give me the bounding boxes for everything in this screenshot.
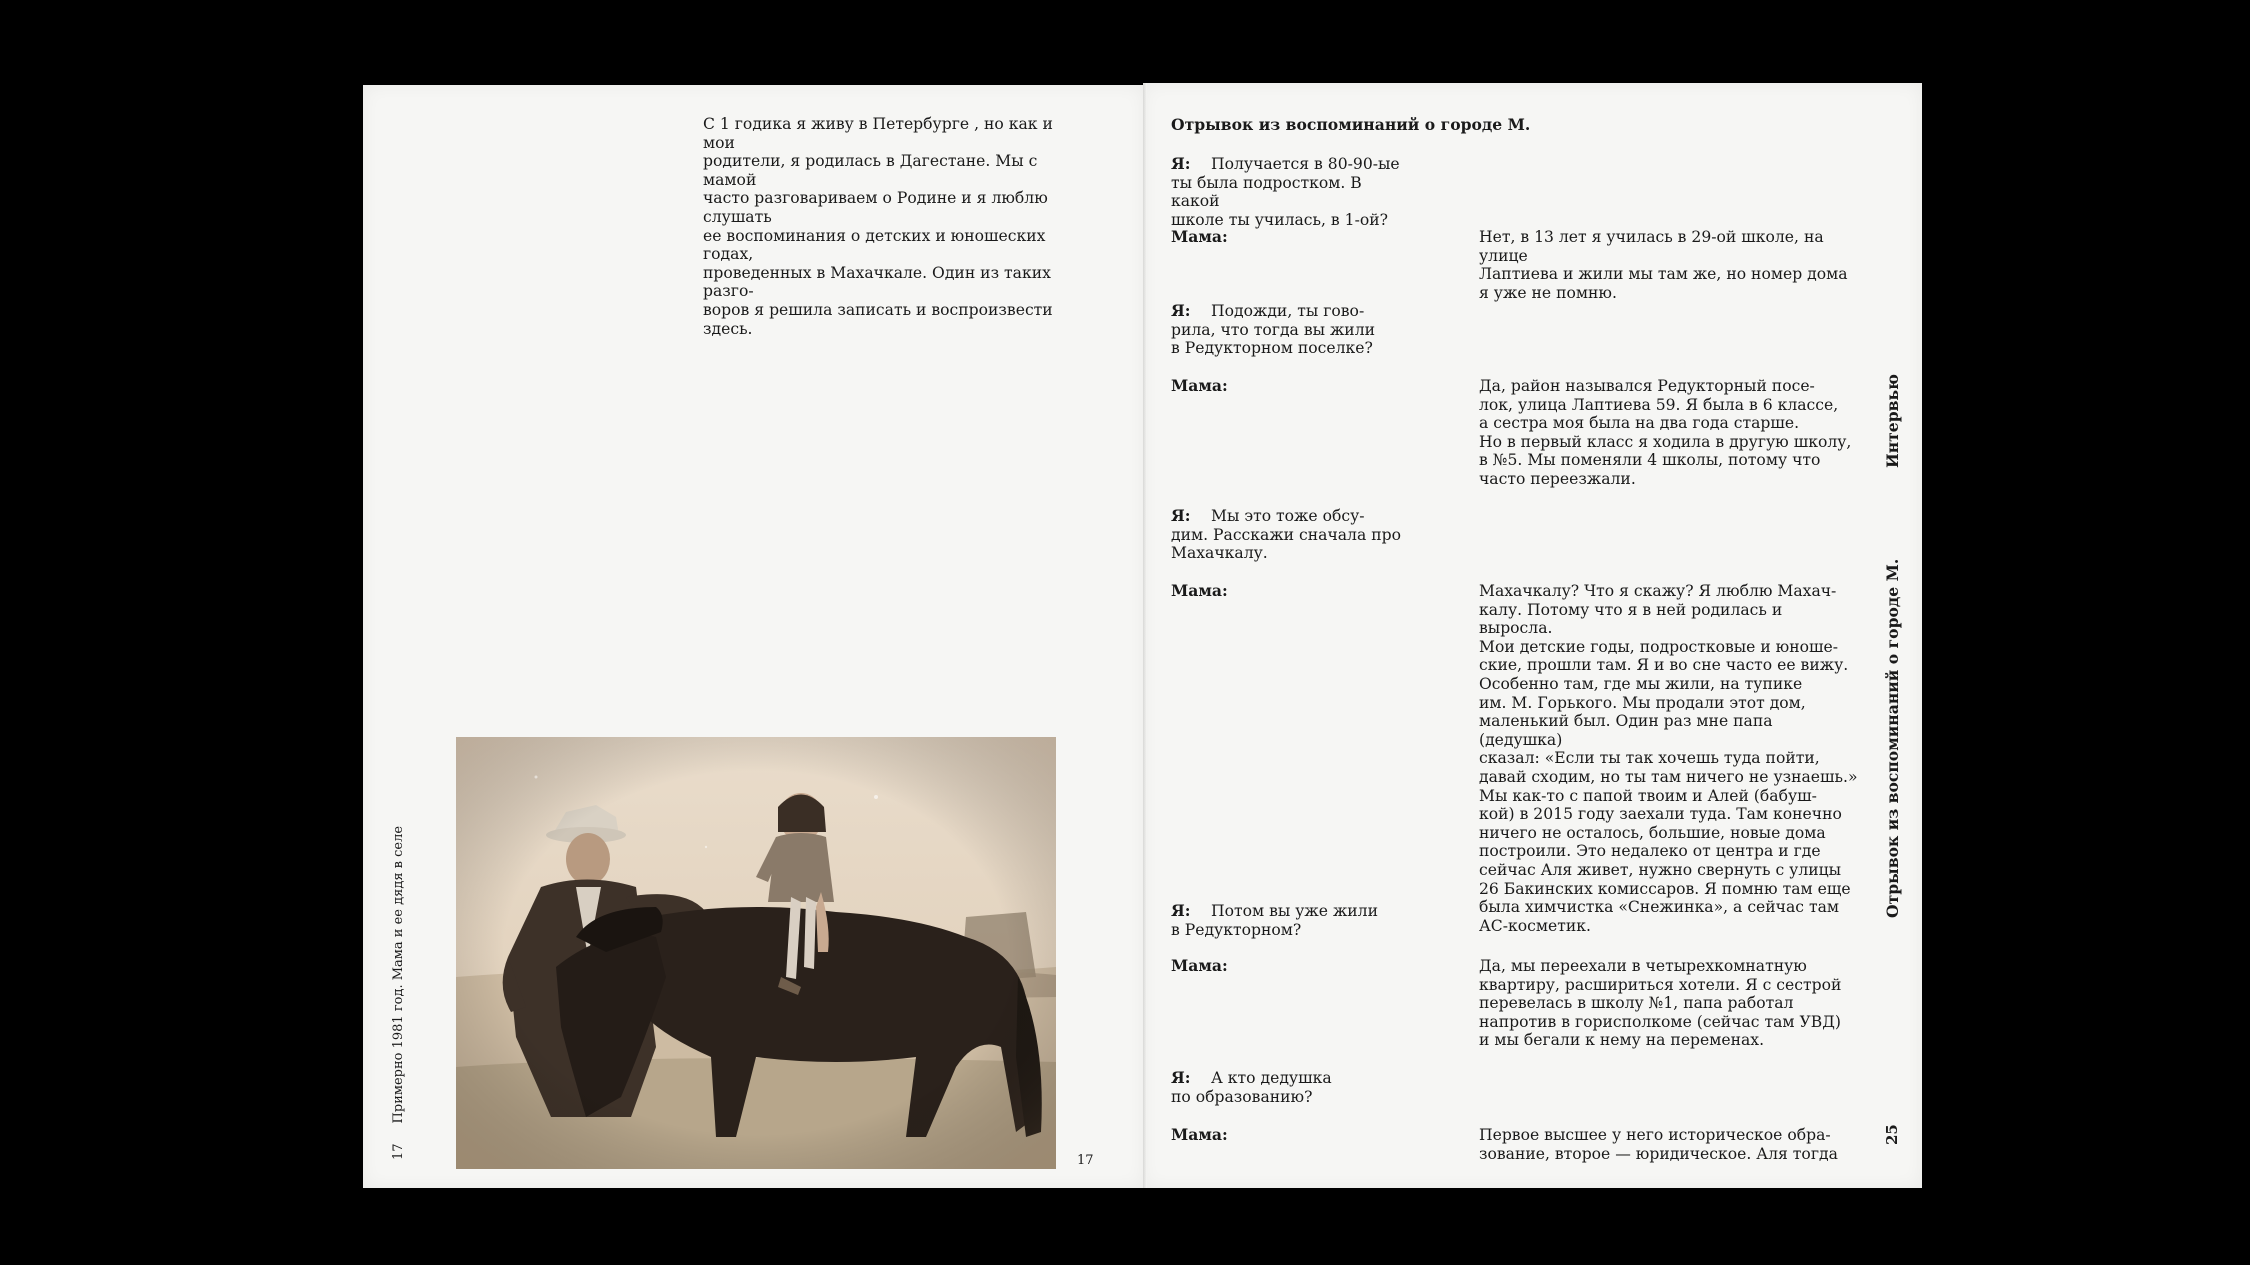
question-line: в Редукторном?: [1171, 920, 1302, 939]
answer-line: и мы бегали к нему на переменах.: [1479, 1031, 1765, 1050]
answer-line: сказал: «Если ты так хочешь туда пойти,: [1479, 749, 1820, 768]
caption-text: Примерно 1981 год. Мама и ее дядя в селе: [391, 825, 406, 1124]
question-block: [1171, 507, 1411, 563]
answer-line: калу. Потому что я в ней родилась и выросла.: [1479, 600, 1783, 638]
question-block: [1171, 902, 1411, 939]
answer-line: сейчас Аля живет, нужно свернуть с улицы: [1479, 860, 1842, 879]
answer-line: давай сходим, но ты там ничего не узнаешь.»: [1479, 767, 1858, 786]
answer-block: [1479, 582, 1859, 935]
answer-line: ские, прошли там. Я и во сне часто ее вижу.: [1479, 656, 1849, 675]
question-block: [1171, 1069, 1411, 1106]
section-title: Отрывок из воспоминаний о городе М.: [1171, 115, 1531, 134]
question-line: Мы это тоже обсу-: [1211, 507, 1365, 525]
question-line: рила, что тогда вы жили: [1171, 320, 1375, 339]
page-number-right: 25: [1883, 1124, 1901, 1145]
answer-line: Да, район назывался Редукторный посе-: [1479, 377, 1815, 395]
question-line: ты была подростком. В какой: [1171, 173, 1362, 211]
answer-line: я уже не помню.: [1479, 283, 1617, 302]
right-page: [1143, 83, 1922, 1188]
answer-line: им. М. Горького. Мы продали этот дом,: [1479, 693, 1806, 712]
intro-line: ее воспоминания о детских и юношеских годах,: [703, 226, 1046, 264]
question-line: школе ты училась, в 1-ой?: [1171, 210, 1389, 229]
question-line: дим. Расскажи сначала про: [1171, 525, 1401, 544]
question-block: [1171, 155, 1411, 229]
intro-line: воров я решила записать и воспроизвести здесь.: [703, 300, 1053, 338]
answer-line: Первое высшее у него историческое обра-: [1479, 1126, 1831, 1144]
speaker-mom: Мама:: [1171, 227, 1228, 246]
question-line: Подожди, ты гово-: [1211, 302, 1365, 320]
answer-line: лок, улица Лаптиева 59. Я была в 6 классе,: [1479, 395, 1839, 414]
spread-gutter: [1143, 83, 1147, 1188]
answer-line: построили. Это недалеко от центра и где: [1479, 842, 1821, 861]
speaker-me: Я:: [1171, 901, 1191, 920]
mom-label: [1171, 582, 1411, 601]
answer-line: Но в первый класс я ходила в другую школу,: [1479, 432, 1852, 451]
answer-line: зование, второе — юридическое. Аля тогда: [1479, 1144, 1838, 1163]
question-line: Махачкалу.: [1171, 544, 1268, 563]
question-line: А кто дедушка: [1211, 1069, 1332, 1087]
speaker-me: Я:: [1171, 301, 1191, 320]
intro-line: родители, я родилась в Дагестане. Мы с мамой: [703, 152, 1038, 189]
answer-block: [1479, 1126, 1859, 1163]
answer-line: ничего не осталось, большие, новые дома: [1479, 823, 1826, 842]
speaker-mom: Мама:: [1171, 1125, 1228, 1144]
vertical-section-label: Интервью: [1883, 373, 1902, 468]
intro-line: проведенных в Махачкале. Один из таких разго-: [703, 263, 1051, 301]
speaker-mom: Мама:: [1171, 376, 1228, 395]
answer-block: [1479, 377, 1859, 489]
answer-line: Лаптиева и жили мы там же, но номер дома: [1479, 265, 1848, 284]
answer-block: [1479, 957, 1859, 1050]
answer-line: маленький был. Один раз мне папа (дедушка): [1479, 712, 1773, 749]
speaker-me: Я:: [1171, 154, 1191, 173]
intro-line: С 1 годика я живу в Петербурге , но как и мои: [703, 115, 1053, 152]
question-block: [1171, 302, 1411, 358]
caption-number: 17: [391, 1143, 406, 1160]
speaker-me: Я:: [1171, 506, 1191, 525]
answer-line: Да, мы переехали в четырехкомнатную: [1479, 957, 1807, 975]
answer-line: Махачкалу? Что я скажу? Я люблю Махач-: [1479, 582, 1837, 600]
question-line: Получается в 80-90-ые: [1211, 155, 1400, 173]
question-line: Потом вы уже жили: [1211, 902, 1378, 920]
speaker-mom: Мама:: [1171, 581, 1228, 600]
page-number-left: 17: [1077, 1153, 1094, 1168]
vertical-article-title: Отрывок из воспоминаний о городе М.: [1883, 558, 1902, 918]
answer-line: напротив в горисполкоме (сейчас там УВД): [1479, 1012, 1841, 1031]
answer-line: АС-косметик.: [1479, 916, 1591, 935]
answer-line: квартиру, расшириться хотели. Я с сестрой: [1479, 975, 1842, 994]
answer-block: [1479, 228, 1859, 302]
speaker-mom: Мама:: [1171, 956, 1228, 975]
speaker-me: Я:: [1171, 1068, 1191, 1087]
photo-caption: [391, 826, 406, 1160]
answer-line: Особенно там, где мы жили, на тупике: [1479, 674, 1803, 693]
answer-line: а сестра моя была на два года старше.: [1479, 414, 1800, 433]
question-line: в Редукторном поселке?: [1171, 339, 1373, 358]
answer-line: Мы как-то с папой твоим и Алей (бабуш-: [1479, 786, 1817, 805]
answer-line: в №5. Мы поменяли 4 школы, потому что: [1479, 451, 1821, 470]
question-line: по образованию?: [1171, 1087, 1313, 1106]
answer-line: часто переезжали.: [1479, 469, 1636, 488]
intro-paragraph: [703, 115, 1083, 338]
mom-label: [1171, 377, 1411, 396]
answer-line: была химчистка «Снежинка», а сейчас там: [1479, 898, 1840, 917]
answer-line: перевелась в школу №1, папа работал: [1479, 994, 1794, 1013]
mom-label: [1171, 228, 1411, 247]
intro-line: часто разговариваем о Родине и я люблю слушать: [703, 189, 1048, 226]
vintage-photo: [456, 737, 1056, 1169]
answer-line: 26 Бакинских комиссаров. Я помню там еще: [1479, 879, 1851, 898]
left-page: [363, 85, 1144, 1188]
answer-line: кой) в 2015 году заехали туда. Там конечно: [1479, 805, 1842, 824]
mom-label: [1171, 1126, 1411, 1145]
answer-line: Мои детские годы, подростковые и юноше-: [1479, 637, 1839, 656]
answer-line: Нет, в 13 лет я училась в 29-ой школе, на улице: [1479, 228, 1824, 265]
mom-label: [1171, 957, 1411, 976]
